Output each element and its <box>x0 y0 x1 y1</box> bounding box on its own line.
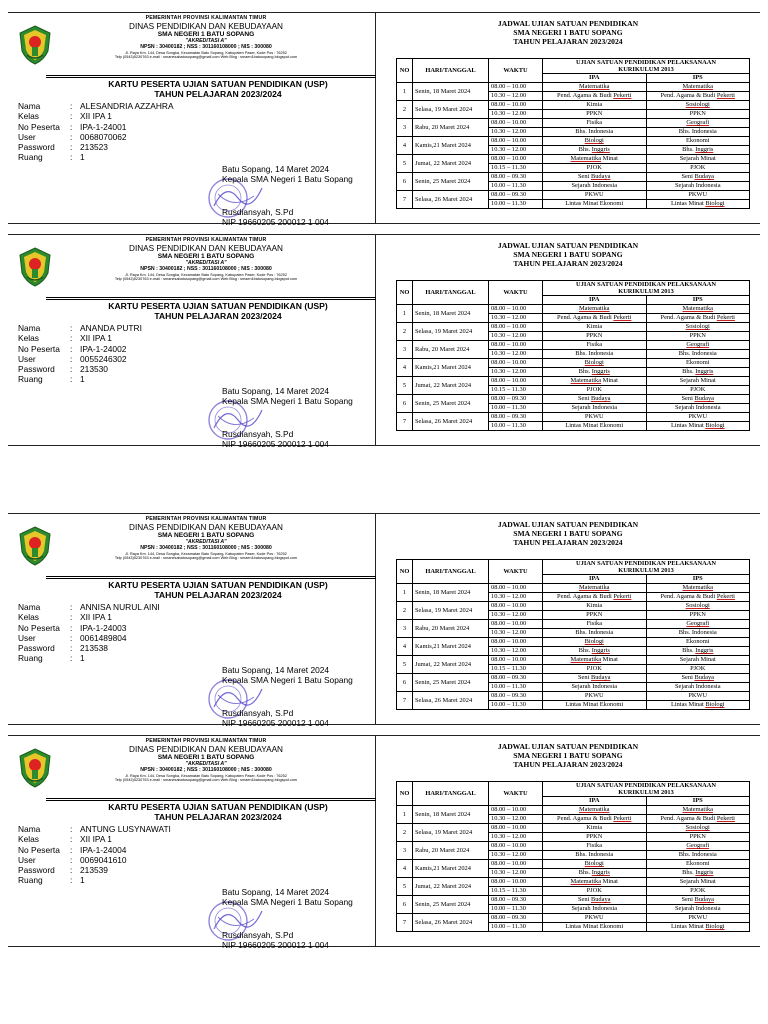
sign-place-date: Batu Sopang, 14 Maret 2024 <box>222 386 330 396</box>
signature-block <box>222 164 353 227</box>
table-row: 5 Jumat, 22 Maret 2024 08.00 – 10.00 Matematika Minat Sejarah Minat <box>397 656 750 665</box>
table-row: 10.15 – 11.30 PJOK PJOK <box>397 887 750 896</box>
table-row: 10.00 – 11.30 Sejarah Indonesia Sejarah Indonesia <box>397 182 750 191</box>
col-no: NO <box>397 59 413 83</box>
table-row: 1 Senin, 18 Maret 2024 08.00 – 10.00 Matematika Matematika <box>397 83 750 92</box>
value-no-peserta: IPA-1-24004 <box>80 844 127 855</box>
letterhead-address: Jl. Raya Km. 144, Desa Songka, Kecamatan Batu Sopang, Kabupaten Paser, Kode Pos : 76252 <box>125 50 287 55</box>
letterhead-contact: Telp (0543)5230763 e-mail : smanesabatusopang@gmail.com Web Blog : smaen1batusopang.blogspot.com <box>114 277 298 282</box>
label-kelas: Kelas <box>18 111 39 122</box>
col-day: HARI/TANGGAL <box>413 59 489 83</box>
table-row: 10.00 – 11.30 Lintas Minat Ekonomi Lintas Minat Biologi <box>397 701 750 710</box>
card-title: KARTU PESERTA UJIAN SATUAN PENDIDIKAN (USP) TAHUN PELAJARAN 2023/2024 <box>108 301 328 322</box>
sign-nip: NIP 19660205 200012 1 004 <box>222 939 329 950</box>
label-user: User <box>18 131 36 142</box>
value-no-peserta: IPA-1-24002 <box>80 343 127 354</box>
table-row: 4 Kamis,21 Maret 2024 08.00 – 10.00 Biologi Ekonomi <box>397 638 750 647</box>
table-row: 4 Kamis,21 Maret 2024 08.00 – 10.00 Biologi Ekonomi <box>397 359 750 368</box>
letterhead-department: DINAS PENDIDIKAN DAN KEBUDAYAAN <box>129 522 283 532</box>
letterhead-province: PEMERINTAH PROVINSI KALIMANTAN TIMUR <box>145 516 267 522</box>
participant-card <box>8 514 375 728</box>
letterhead-ids: NPSN : 30400182 ; NSS : 301160108000 ; NIS : 300080 <box>140 265 272 272</box>
table-row: 4 Kamis,21 Maret 2024 08.00 – 10.00 Biologi Ekonomi <box>397 860 750 869</box>
letterhead-school: SMA NEGERI 1 BATU SOPANG <box>157 31 255 39</box>
schedule-panel <box>376 235 760 445</box>
col-no: NO <box>397 281 413 305</box>
table-row: 10.00 – 11.30 Lintas Minat Ekonomi Lintas Minat Biologi <box>397 200 750 209</box>
label-kelas: Kelas <box>18 834 39 845</box>
table-row: 3 Rabu, 20 Maret 2024 08.00 – 10.00 Fisika Geografi <box>397 620 750 629</box>
col-day: HARI/TANGGAL <box>413 560 489 584</box>
participant-card <box>8 13 375 227</box>
schedule-panel <box>376 514 760 724</box>
signature-block <box>222 887 353 950</box>
sign-position: Kepala SMA Negeri 1 Batu Sopang <box>222 897 353 908</box>
sign-place-date: Batu Sopang, 14 Maret 2024 <box>222 164 330 174</box>
sign-nip: NIP 19660205 200012 1 004 <box>222 216 329 227</box>
label-user: User <box>18 854 36 865</box>
label-nama: Nama <box>18 101 41 111</box>
letterhead <box>36 739 376 783</box>
col-ips: IPS <box>646 797 750 806</box>
value-kelas: XII IPA 1 <box>80 333 112 344</box>
label-ruang: Ruang <box>18 152 43 163</box>
schedule-title: JADWAL UJIAN SATUAN PENDIDIKAN SMA NEGERI 1 BATU SOPANG TAHUN PELAJARAN 2023/2024 <box>497 520 639 548</box>
label-ruang: Ruang <box>18 374 43 385</box>
table-row: 5 Jumat, 22 Maret 2024 08.00 – 10.00 Matematika Minat Sejarah Minat <box>397 155 750 164</box>
label-password: Password <box>18 142 55 153</box>
letterhead-contact: Telp (0543)5230763 e-mail : smanesabatusopang@gmail.com Web Blog : smaen1batusopang.blogspot.com <box>114 778 298 783</box>
label-nama: Nama <box>18 323 41 333</box>
value-password: 213538 <box>80 643 108 654</box>
letterhead-rule <box>46 576 376 579</box>
col-time: WAKTU <box>489 560 543 584</box>
value-kelas: XII IPA 1 <box>80 111 112 122</box>
table-row: 2 Selasa, 19 Maret 2024 08.00 – 10.00 Kimia Sosiologi <box>397 824 750 833</box>
card-title: KARTU PESERTA UJIAN SATUAN PENDIDIKAN (USP) TAHUN PELAJARAN 2023/2024 <box>108 802 328 823</box>
value-no-peserta: IPA-1-24001 <box>80 121 127 132</box>
letterhead-accreditation: "AKREDITASI A" <box>185 37 227 44</box>
exam-card-4 <box>8 735 760 950</box>
letterhead <box>36 16 376 60</box>
table-row: 5 Jumat, 22 Maret 2024 08.00 – 10.00 Matematika Minat Sejarah Minat <box>397 377 750 386</box>
value-ruang: 1 <box>80 653 85 664</box>
table-row: 10.30 – 12.00 Pend. Agama & Budi Pekerti Pend. Agama & Budi Pekerti <box>397 815 750 824</box>
col-group: UJIAN SATUAN PENDIDIKAN PELAKSANAAN KURIKULUM 2013 <box>543 560 750 575</box>
label-no-peserta: No Peserta <box>18 121 60 132</box>
schedule-title: JADWAL UJIAN SATUAN PENDIDIKAN SMA NEGERI 1 BATU SOPANG TAHUN PELAJARAN 2023/2024 <box>497 241 639 269</box>
col-day: HARI/TANGGAL <box>413 782 489 806</box>
table-row: 10.30 – 12.00 Pend. Agama & Budi Pekerti Pend. Agama & Budi Pekerti <box>397 314 750 323</box>
value-ruang: 1 <box>80 374 85 385</box>
table-row: 10.00 – 11.30 Lintas Minat Ekonomi Lintas Minat Biologi <box>397 422 750 431</box>
value-user: 0061489804 <box>80 632 127 643</box>
col-ipa: IPA <box>543 74 647 83</box>
table-row: 10.30 – 12.00 Bhs. Indonesia Bhs. Indonesia <box>397 350 750 359</box>
table-row: 10.30 – 12.00 Pend. Agama & Budi Pekerti Pend. Agama & Budi Pekerti <box>397 593 750 602</box>
col-ipa: IPA <box>543 296 647 305</box>
table-row: 10.30 – 12.00 Bhs. Inggris Bhs. Inggris <box>397 647 750 656</box>
participant-fields: Nama : ANNISA NURUL AINI Kelas : XII IPA 1 No Peserta : IPA-1-24003 User : 0061489804 Password : 213538 Ruang : 1 <box>18 602 160 664</box>
table-row: 10.30 – 12.00 PPKN PPKN <box>397 833 750 842</box>
label-kelas: Kelas <box>18 333 39 344</box>
table-row: 10.30 – 12.00 Bhs. Indonesia Bhs. Indonesia <box>397 851 750 860</box>
letterhead-province: PEMERINTAH PROVINSI KALIMANTAN TIMUR <box>145 237 267 243</box>
label-user: User <box>18 632 36 643</box>
sign-name: Rusdiansyah, S.Pd <box>222 428 294 439</box>
value-password: 213523 <box>80 142 108 153</box>
label-nama: Nama <box>18 824 41 834</box>
table-row: 10.00 – 11.30 Sejarah Indonesia Sejarah Indonesia <box>397 905 750 914</box>
value-user: 0055246302 <box>80 353 127 364</box>
letterhead-rule <box>46 798 376 801</box>
value-kelas: XII IPA 1 <box>80 612 112 623</box>
participant-card <box>8 235 375 449</box>
schedule-table <box>396 280 750 431</box>
label-kelas: Kelas <box>18 612 39 623</box>
letterhead-ids: NPSN : 30400182 ; NSS : 301160108000 ; NIS : 300080 <box>140 766 272 773</box>
sign-position: Kepala SMA Negeri 1 Batu Sopang <box>222 174 353 185</box>
letterhead <box>36 517 376 561</box>
letterhead-rule <box>46 75 376 78</box>
table-row: 7 Selasa, 26 Maret 2024 08.00 – 09.30 PKWU PKWU <box>397 191 750 200</box>
col-group: UJIAN SATUAN PENDIDIKAN PELAKSANAAN KURIKULUM 2013 <box>543 281 750 296</box>
table-row: 10.30 – 12.00 PPKN PPKN <box>397 332 750 341</box>
sign-name: Rusdiansyah, S.Pd <box>222 929 294 940</box>
letterhead-address: Jl. Raya Km. 144, Desa Songka, Kecamatan Batu Sopang, Kabupaten Paser, Kode Pos : 76252 <box>125 551 287 556</box>
schedule-panel <box>376 13 760 223</box>
table-row: 2 Selasa, 19 Maret 2024 08.00 – 10.00 Kimia Sosiologi <box>397 602 750 611</box>
sign-nip: NIP 19660205 200012 1 004 <box>222 438 329 449</box>
table-row: 10.00 – 11.30 Sejarah Indonesia Sejarah Indonesia <box>397 683 750 692</box>
col-group: UJIAN SATUAN PENDIDIKAN PELAKSANAAN KURIKULUM 2013 <box>543 782 750 797</box>
label-no-peserta: No Peserta <box>18 343 60 354</box>
letterhead-province: PEMERINTAH PROVINSI KALIMANTAN TIMUR <box>145 738 267 744</box>
table-row: 7 Selasa, 26 Maret 2024 08.00 – 09.30 PKWU PKWU <box>397 692 750 701</box>
table-row: 3 Rabu, 20 Maret 2024 08.00 – 10.00 Fisika Geografi <box>397 842 750 851</box>
letterhead-school: SMA NEGERI 1 BATU SOPANG <box>157 754 255 762</box>
letterhead-rule <box>46 297 376 300</box>
table-row: 7 Selasa, 26 Maret 2024 08.00 – 09.30 PKWU PKWU <box>397 413 750 422</box>
col-ips: IPS <box>646 74 750 83</box>
table-row: 10.30 – 12.00 Bhs. Inggris Bhs. Inggris <box>397 146 750 155</box>
value-nama: ANNISA NURUL AINI <box>80 602 160 612</box>
table-row: 6 Senin, 25 Maret 2024 08.00 – 09.30 Seni Budaya Seni Budaya <box>397 674 750 683</box>
participant-fields: Nama : ANTUNG LUSYNAWATI Kelas : XII IPA 1 No Peserta : IPA-1-24004 User : 0069041610 Password : 213539 Ruang : 1 <box>18 824 171 886</box>
schedule-title: JADWAL UJIAN SATUAN PENDIDIKAN SMA NEGERI 1 BATU SOPANG TAHUN PELAJARAN 2023/2024 <box>497 742 639 770</box>
col-no: NO <box>397 782 413 806</box>
table-row: 10.30 – 12.00 Bhs. Inggris Bhs. Inggris <box>397 869 750 878</box>
value-user: 0069041610 <box>80 854 127 865</box>
label-user: User <box>18 353 36 364</box>
letterhead <box>36 238 376 282</box>
letterhead-school: SMA NEGERI 1 BATU SOPANG <box>157 532 255 540</box>
letterhead-ids: NPSN : 30400182 ; NSS : 301160108000 ; NIS : 300080 <box>140 43 272 50</box>
letterhead-accreditation: "AKREDITASI A" <box>185 760 227 767</box>
exam-card-2 <box>8 234 760 449</box>
table-row: 1 Senin, 18 Maret 2024 08.00 – 10.00 Matematika Matematika <box>397 305 750 314</box>
sign-name: Rusdiansyah, S.Pd <box>222 206 294 217</box>
table-row: 4 Kamis,21 Maret 2024 08.00 – 10.00 Biologi Ekonomi <box>397 137 750 146</box>
col-time: WAKTU <box>489 782 543 806</box>
col-no: NO <box>397 560 413 584</box>
exam-card-3 <box>8 513 760 728</box>
table-row: 10.30 – 12.00 Bhs. Indonesia Bhs. Indonesia <box>397 629 750 638</box>
label-ruang: Ruang <box>18 653 43 664</box>
schedule-table <box>396 58 750 209</box>
card-title: KARTU PESERTA UJIAN SATUAN PENDIDIKAN (USP) TAHUN PELAJARAN 2023/2024 <box>108 79 328 100</box>
label-no-peserta: No Peserta <box>18 622 60 633</box>
table-row: 10.15 – 11.30 PJOK PJOK <box>397 164 750 173</box>
participant-fields: Nama : ALESANDRIA AZZAHRA Kelas : XII IPA 1 No Peserta : IPA-1-24001 User : 0068070062 Password : 213523 Ruang : 1 <box>18 101 174 163</box>
table-row: 10.00 – 11.30 Sejarah Indonesia Sejarah Indonesia <box>397 404 750 413</box>
sign-position: Kepala SMA Negeri 1 Batu Sopang <box>222 396 353 407</box>
value-kelas: XII IPA 1 <box>80 834 112 845</box>
signature-block <box>222 386 353 449</box>
table-row: 3 Rabu, 20 Maret 2024 08.00 – 10.00 Fisika Geografi <box>397 119 750 128</box>
letterhead-ids: NPSN : 30400182 ; NSS : 301160108000 ; NIS : 300080 <box>140 544 272 551</box>
signature-block <box>222 665 353 728</box>
exam-card-1 <box>8 12 760 227</box>
value-nama: ANTUNG LUSYNAWATI <box>80 824 171 834</box>
table-row: 6 Senin, 25 Maret 2024 08.00 – 09.30 Seni Budaya Seni Budaya <box>397 896 750 905</box>
sign-nip: NIP 19660205 200012 1 004 <box>222 717 329 728</box>
participant-fields: Nama : ANANDA PUTRI Kelas : XII IPA 1 No Peserta : IPA-1-24002 User : 0055246302 Password : 213530 Ruang : 1 <box>18 323 142 385</box>
value-nama: ALESANDRIA AZZAHRA <box>80 101 174 111</box>
table-row: 2 Selasa, 19 Maret 2024 08.00 – 10.00 Kimia Sosiologi <box>397 101 750 110</box>
letterhead-department: DINAS PENDIDIKAN DAN KEBUDAYAAN <box>129 744 283 754</box>
table-row: 7 Selasa, 26 Maret 2024 08.00 – 09.30 PKWU PKWU <box>397 914 750 923</box>
card-title: KARTU PESERTA UJIAN SATUAN PENDIDIKAN (USP) TAHUN PELAJARAN 2023/2024 <box>108 580 328 601</box>
value-ruang: 1 <box>80 152 85 163</box>
table-row: 10.30 – 12.00 PPKN PPKN <box>397 611 750 620</box>
table-row: 2 Selasa, 19 Maret 2024 08.00 – 10.00 Kimia Sosiologi <box>397 323 750 332</box>
col-ips: IPS <box>646 575 750 584</box>
letterhead-accreditation: "AKREDITASI A" <box>185 259 227 266</box>
value-no-peserta: IPA-1-24003 <box>80 622 127 633</box>
letterhead-department: DINAS PENDIDIKAN DAN KEBUDAYAAN <box>129 243 283 253</box>
schedule-panel <box>376 736 760 946</box>
label-password: Password <box>18 865 55 876</box>
label-ruang: Ruang <box>18 875 43 886</box>
table-row: 6 Senin, 25 Maret 2024 08.00 – 09.30 Seni Budaya Seni Budaya <box>397 173 750 182</box>
letterhead-contact: Telp (0543)5230763 e-mail : smanesabatusopang@gmail.com Web Blog : smaen1batusopang.blogspot.com <box>114 55 298 60</box>
letterhead-department: DINAS PENDIDIKAN DAN KEBUDAYAAN <box>129 21 283 31</box>
table-row: 10.30 – 12.00 PPKN PPKN <box>397 110 750 119</box>
value-nama: ANANDA PUTRI <box>80 323 142 333</box>
letterhead-accreditation: "AKREDITASI A" <box>185 538 227 545</box>
table-row: 1 Senin, 18 Maret 2024 08.00 – 10.00 Matematika Matematika <box>397 806 750 815</box>
participant-card <box>8 736 375 950</box>
schedule-table <box>396 559 750 710</box>
sign-position: Kepala SMA Negeri 1 Batu Sopang <box>222 675 353 686</box>
col-time: WAKTU <box>489 59 543 83</box>
col-ips: IPS <box>646 296 750 305</box>
letterhead-province: PEMERINTAH PROVINSI KALIMANTAN TIMUR <box>145 15 267 21</box>
table-row: 10.00 – 11.30 Lintas Minat Ekonomi Lintas Minat Biologi <box>397 923 750 932</box>
schedule-title: JADWAL UJIAN SATUAN PENDIDIKAN SMA NEGERI 1 BATU SOPANG TAHUN PELAJARAN 2023/2024 <box>497 19 639 47</box>
schedule-table <box>396 781 750 932</box>
label-no-peserta: No Peserta <box>18 844 60 855</box>
sign-place-date: Batu Sopang, 14 Maret 2024 <box>222 887 330 897</box>
table-row: 10.30 – 12.00 Bhs. Inggris Bhs. Inggris <box>397 368 750 377</box>
sign-place-date: Batu Sopang, 14 Maret 2024 <box>222 665 330 675</box>
label-nama: Nama <box>18 602 41 612</box>
table-row: 6 Senin, 25 Maret 2024 08.00 – 09.30 Seni Budaya Seni Budaya <box>397 395 750 404</box>
table-row: 10.15 – 11.30 PJOK PJOK <box>397 665 750 674</box>
sign-name: Rusdiansyah, S.Pd <box>222 707 294 718</box>
col-day: HARI/TANGGAL <box>413 281 489 305</box>
table-row: 3 Rabu, 20 Maret 2024 08.00 – 10.00 Fisika Geografi <box>397 341 750 350</box>
table-row: 10.15 – 11.30 PJOK PJOK <box>397 386 750 395</box>
table-row: 10.30 – 12.00 Bhs. Indonesia Bhs. Indonesia <box>397 128 750 137</box>
col-group: UJIAN SATUAN PENDIDIKAN PELAKSANAAN KURIKULUM 2013 <box>543 59 750 74</box>
label-password: Password <box>18 364 55 375</box>
value-ruang: 1 <box>80 875 85 886</box>
table-row: 5 Jumat, 22 Maret 2024 08.00 – 10.00 Matematika Minat Sejarah Minat <box>397 878 750 887</box>
col-ipa: IPA <box>543 797 647 806</box>
letterhead-address: Jl. Raya Km. 144, Desa Songka, Kecamatan Batu Sopang, Kabupaten Paser, Kode Pos : 76252 <box>125 773 287 778</box>
label-password: Password <box>18 643 55 654</box>
value-password: 213530 <box>80 364 108 375</box>
letterhead-address: Jl. Raya Km. 144, Desa Songka, Kecamatan Batu Sopang, Kabupaten Paser, Kode Pos : 76252 <box>125 272 287 277</box>
table-row: 10.30 – 12.00 Pend. Agama & Budi Pekerti Pend. Agama & Budi Pekerti <box>397 92 750 101</box>
letterhead-school: SMA NEGERI 1 BATU SOPANG <box>157 253 255 261</box>
value-password: 213539 <box>80 865 108 876</box>
letterhead-contact: Telp (0543)5230763 e-mail : smanesabatusopang@gmail.com Web Blog : smaen1batusopang.blogspot.com <box>114 556 298 561</box>
col-ipa: IPA <box>543 575 647 584</box>
col-time: WAKTU <box>489 281 543 305</box>
table-row: 1 Senin, 18 Maret 2024 08.00 – 10.00 Matematika Matematika <box>397 584 750 593</box>
value-user: 0068070062 <box>80 131 127 142</box>
